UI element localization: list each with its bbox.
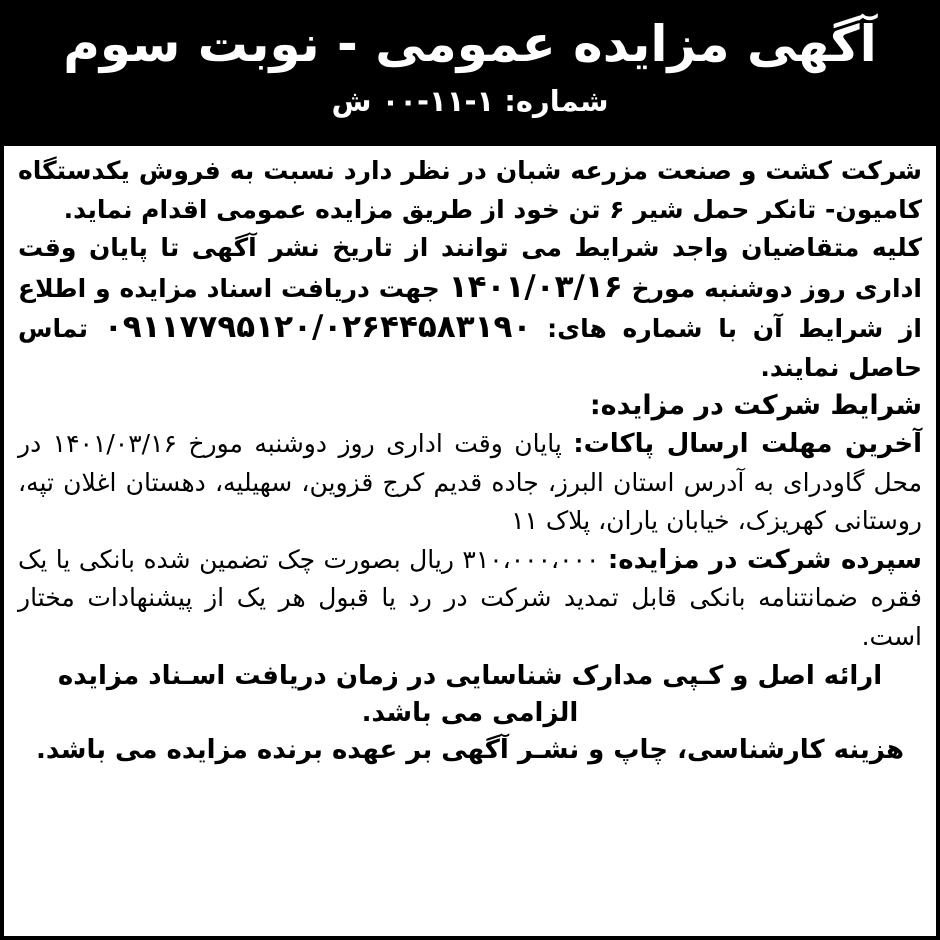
deposit-text: ۳۱۰،۰۰۰،۰۰۰ ریال بصورت چک تضمین شده بانکی یا یک فقره ضمانتنامه بانکی قابل تمدید شرکت در رد یا قبول هر یک از پیشنهادات مختار است. <box>18 544 922 651</box>
intro-paragraph: شرکت کشت و صنعت مزرعه شبان در نظر دارد نسبت به فروش یکدستگاه کامیون- تانکر حمل شیر ۶ تن خود از طریق مزایده عمومی اقدام نماید. <box>18 156 922 224</box>
footer-line-2: الزامی می باشد. <box>361 698 579 728</box>
notice-header <box>4 4 936 146</box>
notice-footer <box>18 656 922 769</box>
submission-paragraph <box>18 425 922 541</box>
footer-line-3: هزینه کارشناسی، چاپ و نشـر آگهی بر عهده برنده مزایده می باشد. <box>35 735 905 765</box>
contact-text-a: کلیه متقاضیان واجد شرایط می توانند از تاریخ نشر آگهی تا پایان وقت اداری روز دوشنبه مورخ <box>18 233 922 303</box>
submission-text: پایان وقت اداری روز دوشنبه مورخ ۱۴۰۱/۰۳/۱۶ در محل گاودرای به آدرس استان البرز، جاده قدیم کرج قزوین، سهیلیه، دهستان اغلان تپه، روستانی کهریزک، خیابان یاران، پلاک ۱۱ <box>18 429 922 535</box>
phone-numbers: ۰۹۱۱۷۷۹۵۱۲۰/۰۲۶۴۴۵۸۳۱۹۰ <box>103 309 532 345</box>
footer-line-1: ارائه اصل و کـپی مدارک شناسایی در زمان دریافت اسـناد مزایده <box>57 661 883 691</box>
contact-text-b: جهت دریافت اسناد مزایده و اطلاع از شرایط آن با شماره های: <box>18 273 922 343</box>
deadline-date: ۱۴۰۱/۰۳/۱۶ <box>448 268 623 305</box>
notice-title: آگهی مزایده عمومی - نوبت سوم <box>63 15 877 73</box>
deposit-paragraph <box>18 541 922 657</box>
contact-paragraph <box>18 229 922 387</box>
contact-text-c: تماس حاصل نمایند. <box>18 314 922 382</box>
conditions-heading: شرایط شرکت در مزایده: <box>589 390 922 421</box>
deposit-label: سپرده شرکت در مزایده: <box>607 544 923 575</box>
submission-label: آخرین مهلت ارسال پاکات: <box>573 429 923 459</box>
notice-number: شماره: ۱-۱۱-۰۰ ش <box>331 84 609 118</box>
notice-body <box>4 146 936 769</box>
